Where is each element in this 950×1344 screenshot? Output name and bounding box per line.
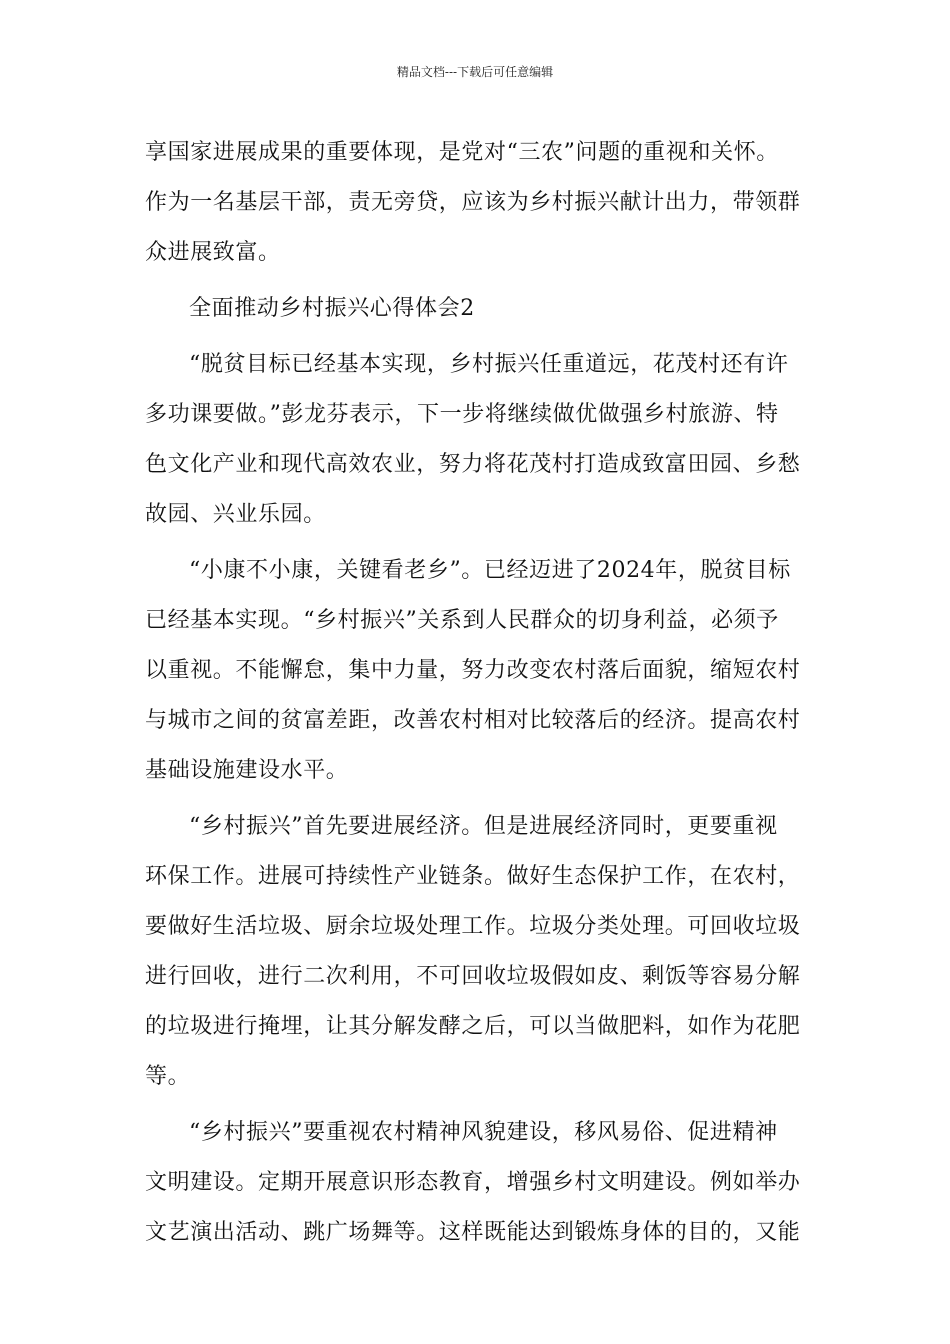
section-heading-text: 全面推动乡村振兴心得体会2	[189, 296, 475, 321]
page-header: 精品文档---下载后可任意编辑	[396, 65, 554, 79]
text-line: 环保工作。进展可持续性产业链条。做好生态保护工作，在农村，	[145, 864, 801, 889]
text-line: 基础设施建设水平。	[145, 758, 349, 783]
text-line: “乡村振兴”要重视农村精神风貌建设，移风易俗、促进精神	[189, 1120, 778, 1145]
text-line: 以重视。不能懈怠，集中力量，努力改变农村落后面貌，缩短农村	[145, 658, 801, 683]
text-line: 等。	[145, 1064, 191, 1089]
text-line: “小康不小康，关键看老乡”。已经迈进了2024年，脱贫目标	[189, 558, 791, 583]
text-line: 与城市之间的贫富差距，改善农村相对比较落后的经济。提高农村	[145, 708, 801, 733]
text-line: 众进展致富。	[145, 240, 281, 265]
text-line: 的垃圾进行掩埋，让其分解发酵之后，可以当做肥料，如作为花肥	[145, 1014, 801, 1039]
paragraph	[145, 1108, 807, 1258]
text-line: 文艺演出活动、跳广场舞等。这样既能达到锻炼身体的目的，又能	[145, 1220, 801, 1245]
section-heading	[145, 284, 807, 334]
text-line: “脱贫目标已经基本实现，乡村振兴任重道远，花茂村还有许	[189, 352, 789, 377]
text-line: 作为一名基层干部，责无旁贷，应该为乡村振兴献计出力，带领群	[145, 190, 801, 215]
paragraph	[145, 802, 807, 1102]
text-line: 多功课要做。”彭龙芬表示，下一步将继续做优做强乡村旅游、特	[145, 402, 779, 427]
document-body	[145, 128, 807, 1258]
text-line: 故园、兴业乐园。	[145, 502, 326, 527]
paragraph	[145, 546, 807, 796]
text-line: 色文化产业和现代高效农业，努力将花茂村打造成致富田园、乡愁	[145, 452, 801, 477]
paragraph	[145, 128, 807, 278]
text-line: 要做好生活垃圾、厨余垃圾处理工作。垃圾分类处理。可回收垃圾	[145, 914, 801, 939]
text-line: “乡村振兴”首先要进展经济。但是进展经济同时，更要重视	[189, 814, 778, 839]
text-line: 进行回收，进行二次利用，不可回收垃圾假如皮、剩饭等容易分解	[145, 964, 801, 989]
paragraph	[145, 340, 807, 540]
text-line: 享国家进展成果的重要体现，是党对“三农”问题的重视和关怀。	[145, 140, 779, 165]
text-line: 文明建设。定期开展意识形态教育，增强乡村文明建设。例如举办	[145, 1170, 801, 1195]
text-line: 已经基本实现。“乡村振兴”关系到人民群众的切身利益，必须予	[145, 608, 779, 633]
